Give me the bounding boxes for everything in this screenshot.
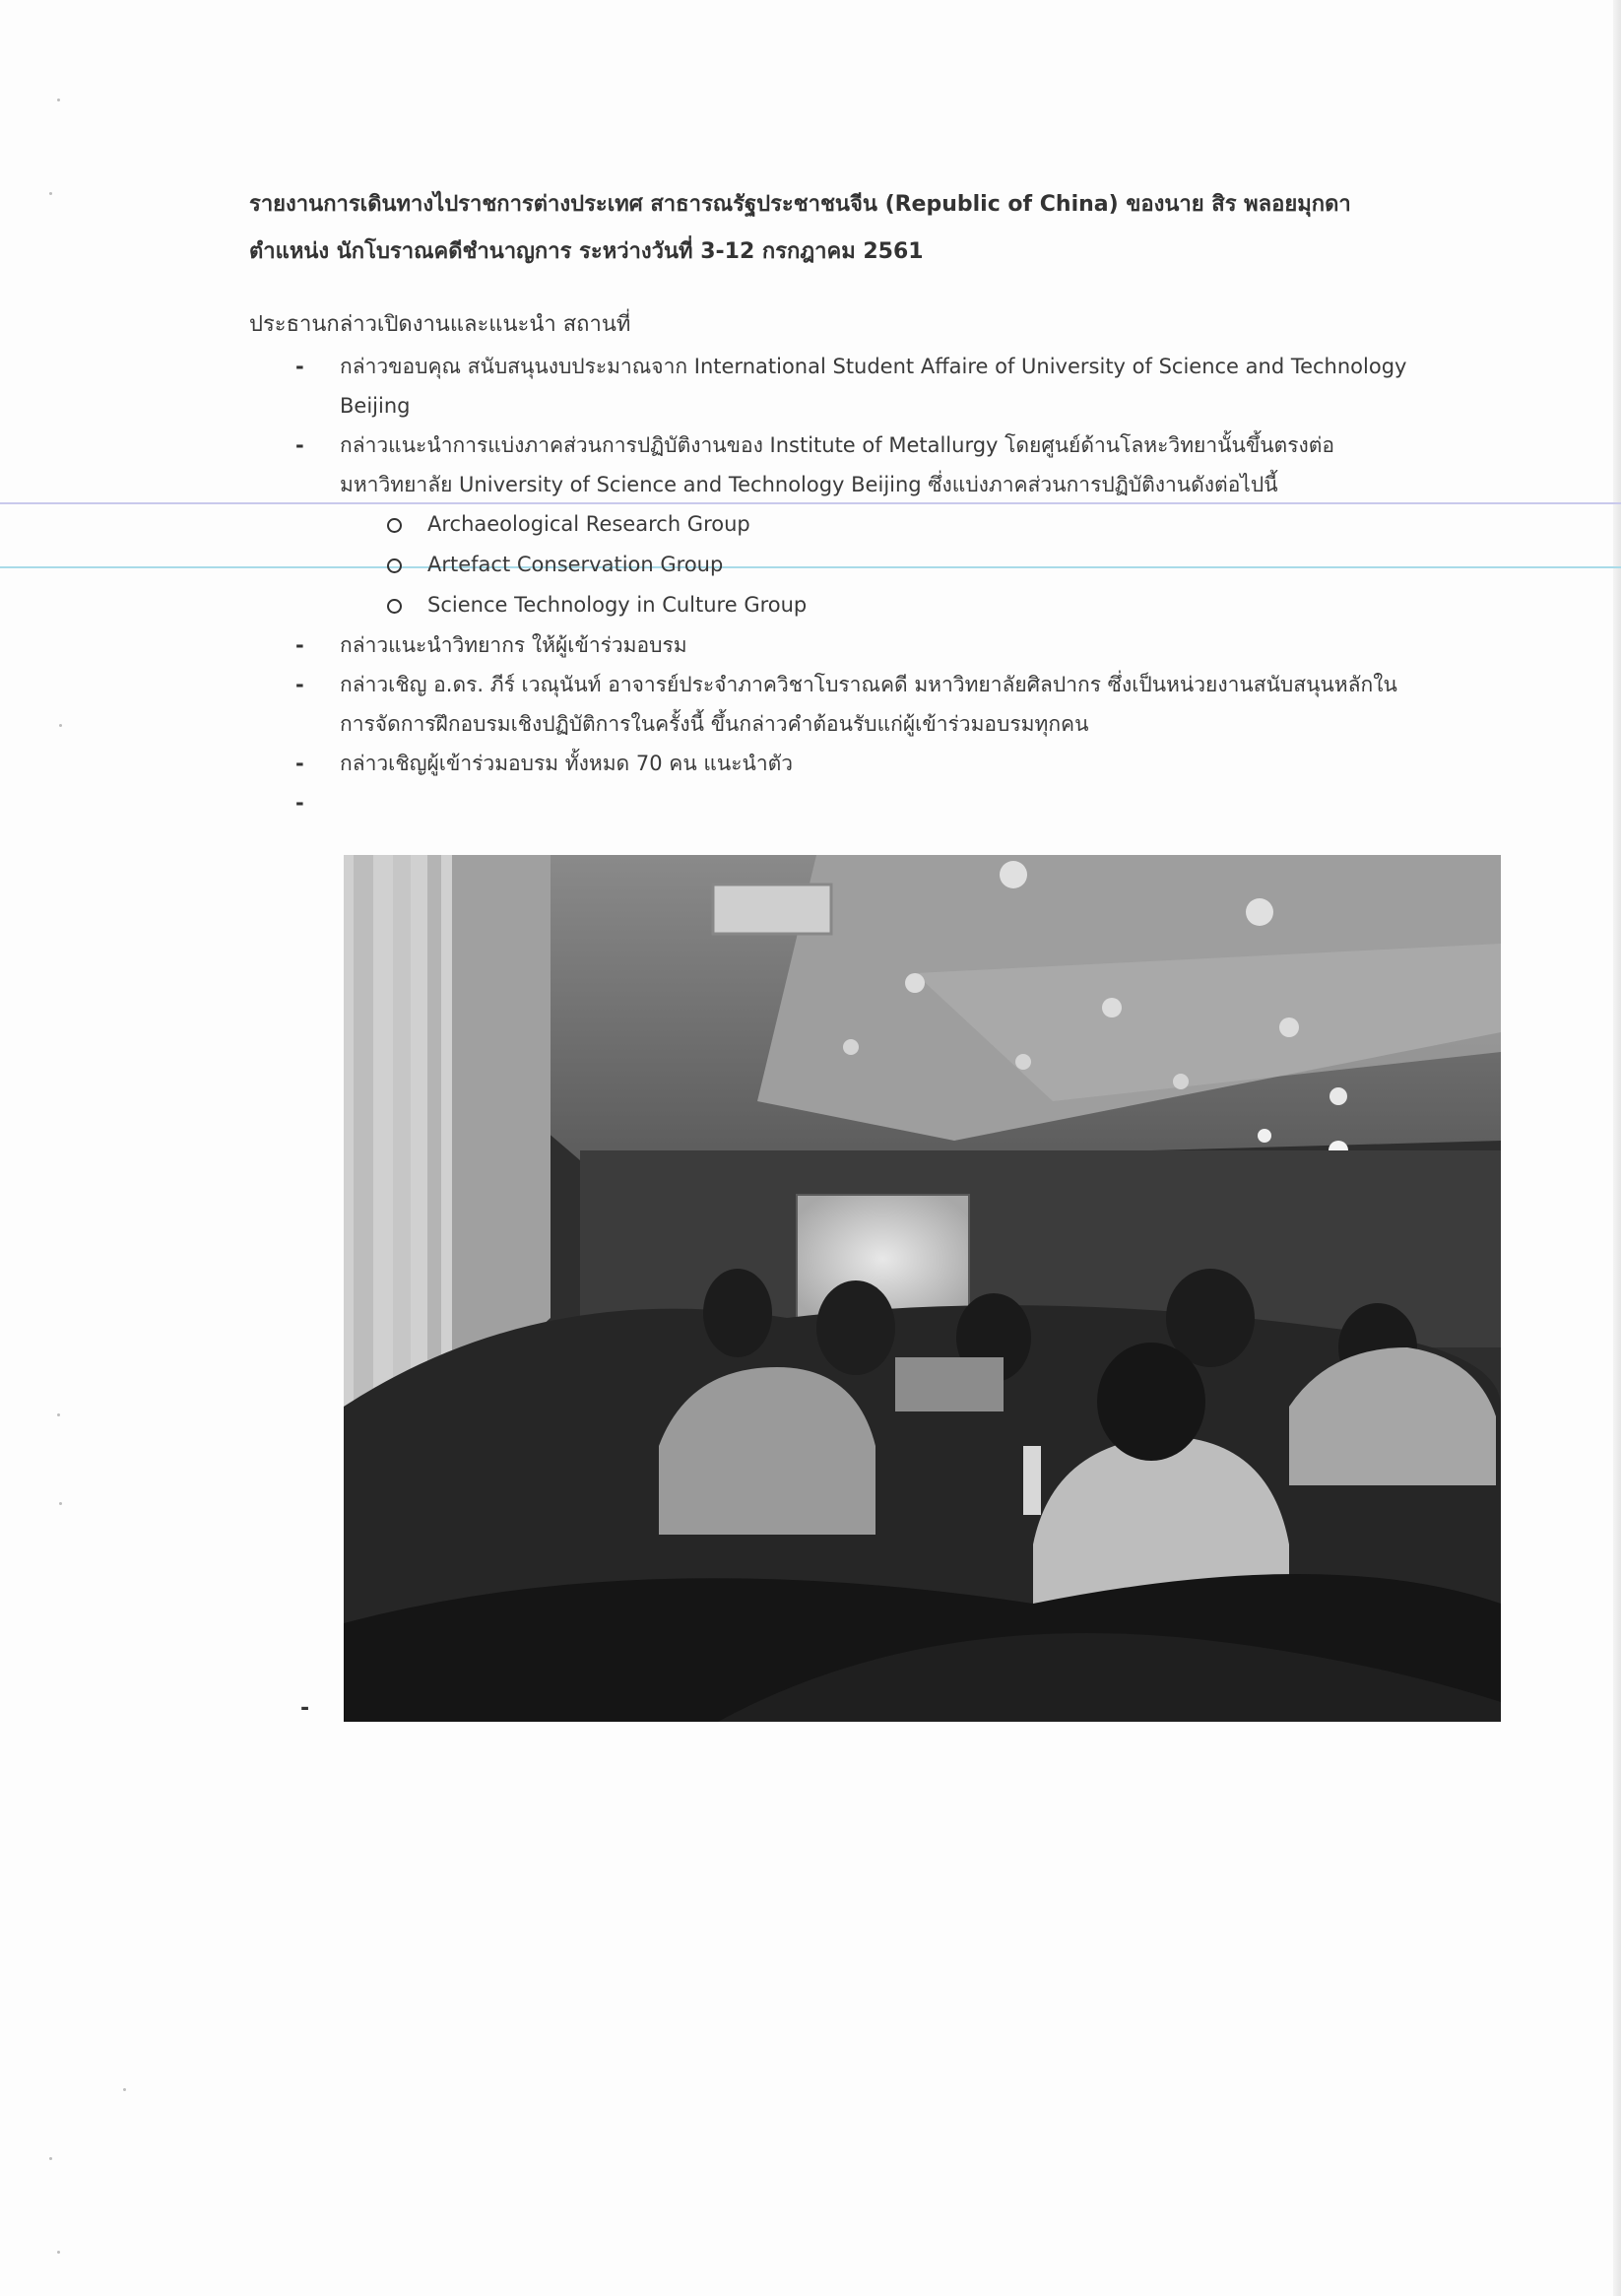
bullet-item xyxy=(295,426,1408,504)
header-position-line: ตำแหน่ง นักโบราณคดีชำนาญการ ระหว่างวันที่ 3-12 กรกฎาคม 2561 xyxy=(249,239,924,264)
group-item xyxy=(384,545,1408,585)
bullet-text: กล่าวเชิญ อ.ดร. ภีร์ เวณุนันท์ อาจารย์ประจำภาควิชาโบราณคดี มหาวิทยาลัยศิลปากร ซึ่งเป็นหน่วยงานสนับสนุนหลักในการจัดการฝึกอบรมเชิงปฏิบัติการในครั้งนี้ ขึ้นกล่าวคำต้อนรับแก่ผู้เข้าร่วมอบรมทุกคน xyxy=(340,673,1397,736)
circle-bullet-icon xyxy=(387,599,402,614)
scan-speck xyxy=(57,1413,60,1416)
seminar-photo xyxy=(344,855,1501,1722)
bullet-item xyxy=(295,665,1408,744)
group-label: Archaeological Research Group xyxy=(427,512,750,536)
page-edge xyxy=(1613,0,1621,2296)
bullet-text: กล่าวแนะนำวิทยากร ให้ผู้เข้าร่วมอบรม xyxy=(340,633,687,657)
bullet-text: กล่าวเชิญผู้เข้าร่วมอบรม ทั้งหมด 70 คน แนะนำตัว xyxy=(340,752,794,775)
bullet-item xyxy=(295,744,1408,783)
scan-speck xyxy=(57,98,60,101)
bullet-dash: - xyxy=(295,673,304,696)
group-list xyxy=(295,504,1408,625)
scan-speck xyxy=(57,2251,60,2254)
bullet-dash: - xyxy=(295,791,304,815)
bullet-item xyxy=(295,347,1408,426)
bullet-text: กล่าวแนะนำการแบ่งภาคส่วนการปฏิบัติงานของ Institute of Metallurgy โดยศูนย์ด้านโลหะวิทยานั้นขึ้นตรงต่อ มหาวิทยาลัย University of Science and Technology Beijing ซึ่งแบ่งภาคส่วนการปฏิบัติงานดังต่อไปนี้ xyxy=(340,433,1334,496)
circle-bullet-icon xyxy=(387,558,402,573)
scan-speck xyxy=(123,2088,126,2091)
bullet-list xyxy=(295,347,1408,815)
scan-speck xyxy=(49,192,52,195)
bullet-dash: - xyxy=(295,752,304,775)
bullet-dash: - xyxy=(295,355,304,378)
group-label: Science Technology in Culture Group xyxy=(427,593,808,617)
intro-text: ประธานกล่าวเปิดงานและแนะนำ สถานที่ xyxy=(249,312,631,337)
scan-speck xyxy=(59,1502,62,1505)
seminar-room-image xyxy=(344,855,1501,1722)
circle-bullet-icon xyxy=(387,518,402,533)
group-label: Artefact Conservation Group xyxy=(427,553,724,576)
group-item xyxy=(384,504,1408,545)
scan-speck xyxy=(49,2157,52,2160)
group-item xyxy=(384,585,1408,625)
header-title-line: รายงานการเดินทางไปราชการต่างประเทศ สาธารณรัฐประชาชนจีน (Republic of China) ของนาย สิร พลอยมุกดา xyxy=(249,192,1351,217)
bullet-item xyxy=(295,625,1408,665)
trailing-dash: - xyxy=(300,1696,310,1721)
scan-speck xyxy=(59,724,62,727)
report-header xyxy=(249,181,1411,276)
bullet-dash: - xyxy=(295,633,304,657)
bullet-dash: - xyxy=(295,433,304,457)
bullet-text: กล่าวขอบคุณ สนับสนุนงบประมาณจาก International Student Affaire of University of Science and Technology Beijing xyxy=(340,355,1407,418)
